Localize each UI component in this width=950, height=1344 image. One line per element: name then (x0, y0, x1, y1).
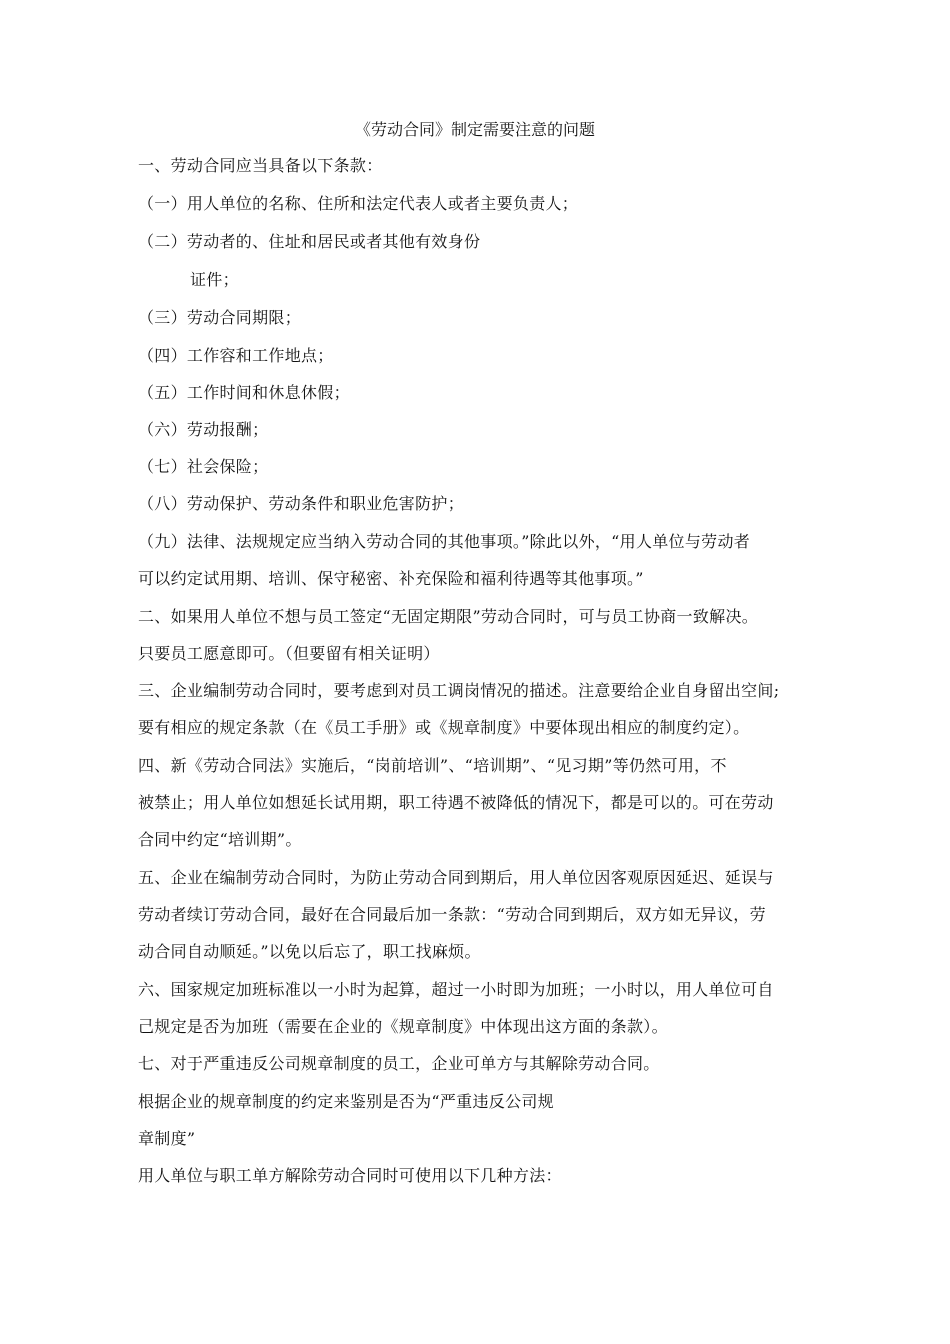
text-line: （七）社会保险； (138, 457, 269, 476)
text-line: 证件； (190, 270, 239, 289)
text-line: （九）法律、法规规定应当纳入劳动合同的其他事项。”除此以外，“用人单位与劳动者 (138, 532, 751, 551)
text-line: 三、企业编制劳动合同时，要考虑到对员工调岗情况的描述。注意要给企业自身留出空间; (138, 681, 780, 700)
text-line: （四）工作容和工作地点； (138, 346, 334, 365)
text-line: 六、国家规定加班标准以一小时为起算，超过一小时即为加班；一小时以，用人单位可自 (138, 980, 774, 999)
text-line: （二）劳动者的、住址和居民或者其他有效身份 (138, 232, 481, 251)
text-line: 可以约定试用期、培训、保守秘密、补充保险和福利待遇等其他事项。” (138, 569, 644, 588)
text-line: 一、劳动合同应当具备以下条款： (138, 156, 383, 175)
text-line: 被禁止；用人单位如想延长试用期，职工待遇不被降低的情况下，都是可以的。可在劳动 (138, 793, 774, 812)
text-line: 只要员工愿意即可。（但要留有相关证明） (138, 644, 440, 663)
text-line: （五）工作时间和休息休假； (138, 383, 350, 402)
text-line: 合同中约定“培训期”。 (138, 830, 302, 849)
text-line: （八）劳动保护、劳动条件和职业危害防护； (138, 494, 465, 513)
text-line: 五、企业在编制劳动合同时，为防止劳动合同到期后，用人单位因客观原因延迟、延误与 (138, 868, 774, 887)
text-line: （三）劳动合同期限； (138, 308, 302, 327)
text-line: 二、如果用人单位不想与员工签定“无固定期限”劳动合同时，可与员工协商一致解决。 (138, 607, 759, 626)
text-line: 己规定是否为加班（需要在企业的《规章制度》中体现出这方面的条款）。 (138, 1017, 668, 1036)
text-line: （一）用人单位的名称、住所和法定代表人或者主要负责人； (138, 194, 579, 213)
text-line: 动合同自动顺延。”以免以后忘了，职工找麻烦。 (138, 942, 481, 961)
text-line: 要有相应的规定条款（在《员工手册》或《规章制度》中要体现出相应的制度约定）。 (138, 718, 750, 737)
text-line: 根据企业的规章制度的约定来鉴别是否为“严重违反公司规 (138, 1092, 554, 1111)
text-line: 七、对于严重违反公司规章制度的员工，企业可单方与其解除劳动合同。 (138, 1054, 660, 1073)
text-line: 四、新《劳动合同法》实施后，“岗前培训”、“培训期”、“见习期”等仍然可用，不 (138, 756, 727, 775)
text-line: 章制度” (138, 1129, 196, 1148)
text-line: 劳动者续订劳动合同，最好在合同最后加一条款：“劳动合同到期后，双方如无异议，劳 (138, 905, 766, 924)
text-line: 用人单位与职工单方解除劳动合同时可使用以下几种方法： (138, 1166, 562, 1185)
text-line: （六）劳动报酬； (138, 420, 269, 439)
document-title: 《劳动合同》制定需要注意的问题 (354, 120, 595, 139)
